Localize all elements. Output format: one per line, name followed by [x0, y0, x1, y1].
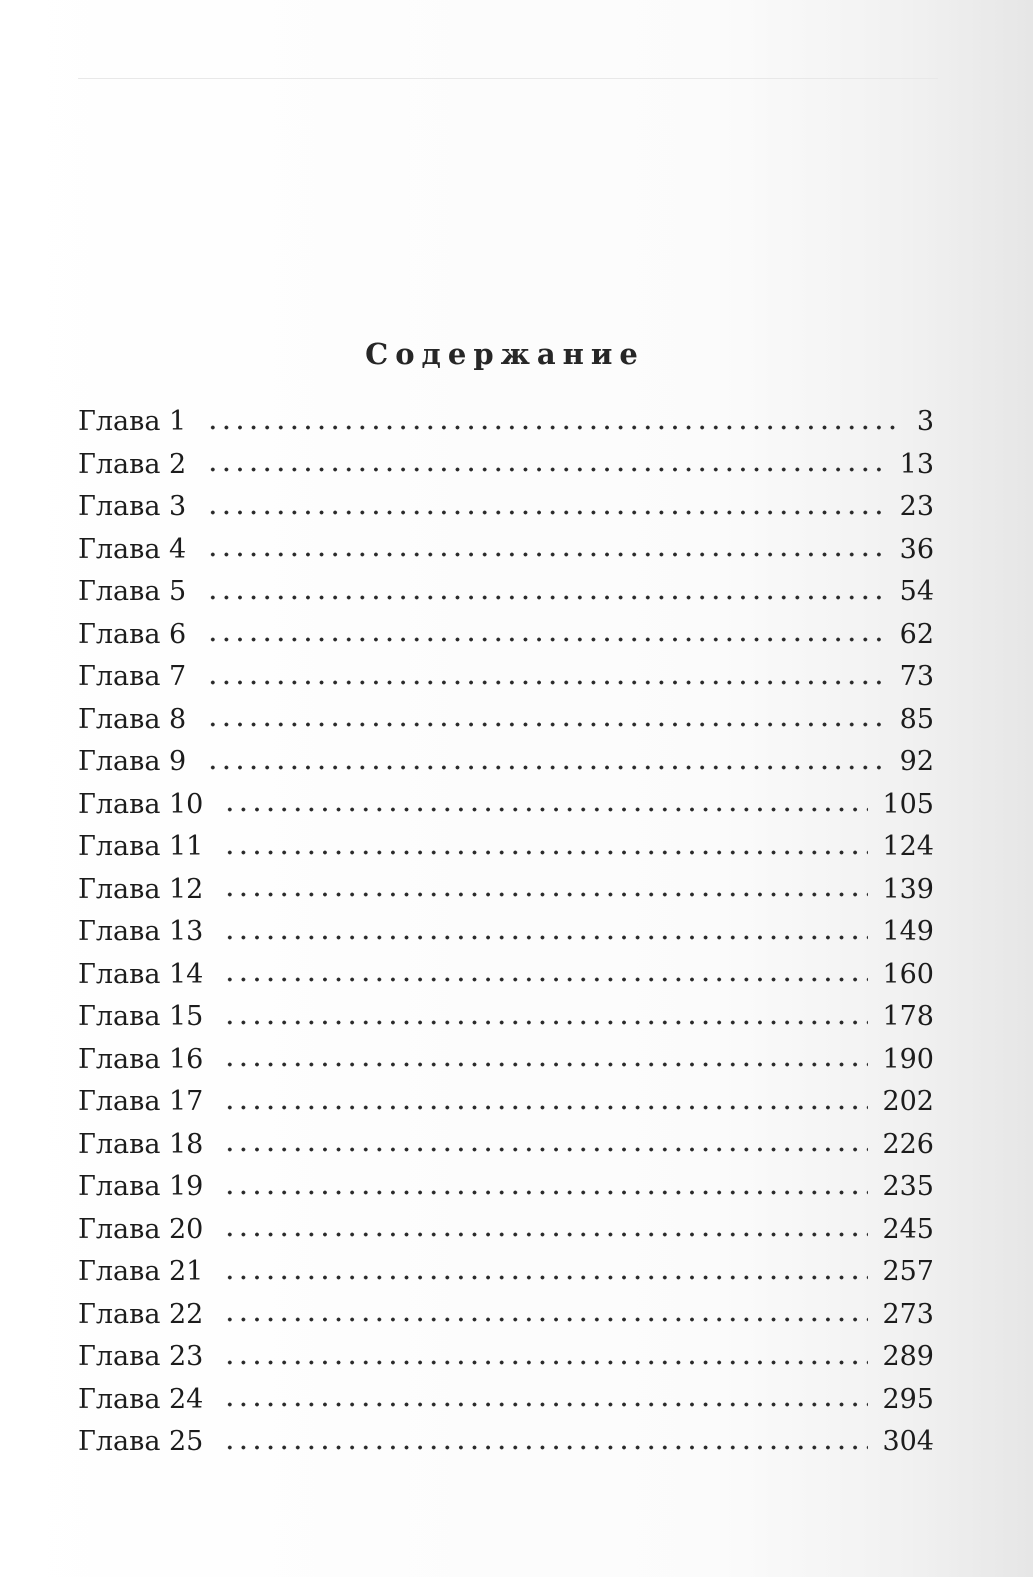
- dot-leader: [223, 1190, 868, 1195]
- dot-leader: [223, 1445, 868, 1450]
- toc-entry-label: Глава 9: [78, 746, 187, 777]
- toc-entry-label: Глава 5: [78, 576, 187, 607]
- dot-leader: [206, 637, 885, 642]
- toc-entry: [78, 826, 934, 869]
- toc-entry-label: Глава 8: [78, 703, 187, 735]
- dot-leader: [223, 1105, 868, 1110]
- toc-entry-page-number: 226: [882, 1128, 934, 1160]
- toc-entry-page-number: 85: [899, 703, 934, 735]
- toc-entry-page-number: 178: [882, 1001, 934, 1032]
- toc-entry-page-number: 190: [882, 1043, 934, 1075]
- toc-entry-label: Глава 13: [78, 916, 204, 947]
- show-through-line: [78, 115, 938, 157]
- toc-entry: [78, 571, 934, 614]
- dot-leader: [223, 1317, 868, 1322]
- toc-entry-label: Глава 20: [78, 1213, 204, 1245]
- show-through-line: [78, 199, 938, 241]
- toc-entry: [78, 444, 934, 487]
- toc-entry: [78, 1294, 934, 1337]
- dot-leader: [223, 1147, 868, 1152]
- dot-leader: [223, 1360, 868, 1365]
- dot-leader: [206, 765, 885, 770]
- toc-entry-page-number: 36: [899, 533, 934, 565]
- toc-entry-label: Глава 3: [78, 491, 187, 522]
- toc-entry: [78, 1166, 934, 1209]
- toc-entry-label: Глава 14: [78, 958, 204, 990]
- toc-entry-page-number: 289: [882, 1341, 934, 1372]
- toc-entry: [78, 996, 934, 1039]
- reverse-side-show-through: [78, 28, 938, 241]
- dot-leader: [223, 807, 868, 812]
- toc-entry-label: Глава 12: [78, 873, 204, 905]
- toc-entry-label: Глава 17: [78, 1086, 204, 1117]
- toc-entry-page-number: 105: [882, 788, 934, 820]
- dot-leader: [206, 680, 885, 685]
- toc-entry-label: Глава 16: [78, 1043, 204, 1075]
- show-through-line: [78, 157, 938, 199]
- dot-leader: [206, 467, 885, 472]
- toc-entry: [78, 656, 934, 699]
- dot-leader: [223, 1062, 868, 1067]
- dot-leader: [206, 552, 885, 557]
- dot-leader: [223, 977, 868, 982]
- dot-leader: [206, 510, 885, 515]
- toc-entry-label: Глава 10: [78, 788, 204, 820]
- toc-entry-label: Глава 25: [78, 1426, 204, 1457]
- toc-entry: [78, 1421, 934, 1464]
- toc-entry-page-number: 124: [882, 831, 934, 862]
- toc-entry-label: Глава 21: [78, 1256, 204, 1287]
- toc-entry: [78, 699, 934, 742]
- toc-entry-label: Глава 15: [78, 1001, 204, 1032]
- toc-entry-page-number: 235: [882, 1171, 934, 1202]
- dot-leader: [223, 1232, 868, 1237]
- dot-leader: [223, 850, 868, 855]
- toc-entry-label: Глава 23: [78, 1341, 204, 1372]
- toc-entry-page-number: 245: [882, 1213, 934, 1245]
- toc-entry: [78, 1124, 934, 1167]
- toc-entry-label: Глава 6: [78, 618, 187, 650]
- toc-entry: [78, 1336, 934, 1379]
- toc-entry: [78, 1379, 934, 1422]
- toc-list: [78, 401, 934, 1464]
- toc-entry-label: Глава 19: [78, 1171, 204, 1202]
- toc-entry-page-number: 3: [916, 406, 934, 437]
- dot-leader: [223, 1275, 868, 1280]
- toc-entry-page-number: 295: [882, 1383, 934, 1415]
- toc-entry-label: Глава 11: [78, 831, 204, 862]
- toc-entry: [78, 954, 934, 997]
- toc-entry-page-number: 149: [882, 916, 934, 947]
- toc-entry-page-number: 202: [882, 1086, 934, 1117]
- toc-entry-label: Глава 7: [78, 661, 187, 692]
- toc-entry-page-number: 92: [899, 746, 934, 777]
- toc-entry: [78, 1081, 934, 1124]
- toc-entry-label: Глава 2: [78, 448, 187, 480]
- dot-leader: [206, 425, 903, 430]
- toc-entry-label: Глава 4: [78, 533, 187, 565]
- dot-leader: [223, 935, 868, 940]
- toc-entry-label: Глава 22: [78, 1298, 204, 1330]
- dot-leader: [206, 595, 885, 600]
- toc-entry-page-number: 54: [899, 576, 934, 607]
- dot-leader: [223, 892, 868, 897]
- toc-entry: [78, 741, 934, 784]
- toc-entry-label: Глава 18: [78, 1128, 204, 1160]
- toc-entry: [78, 869, 934, 912]
- toc-entry: [78, 486, 934, 529]
- toc-entry-page-number: 139: [882, 873, 934, 905]
- toc-entry-page-number: 160: [882, 958, 934, 990]
- toc-entry: [78, 1039, 934, 1082]
- toc-title: Содержание: [365, 337, 645, 372]
- toc-entry: [78, 784, 934, 827]
- toc-entry: [78, 401, 934, 444]
- show-through-running-head: [78, 28, 938, 79]
- toc-entry-page-number: 62: [899, 618, 934, 650]
- dot-leader: [223, 1402, 868, 1407]
- toc-entry-page-number: 13: [899, 448, 934, 480]
- toc-entry-page-number: 73: [899, 661, 934, 692]
- toc-entry: [78, 1251, 934, 1294]
- toc-entry-page-number: 257: [882, 1256, 934, 1287]
- toc-entry-label: Глава 24: [78, 1383, 204, 1415]
- toc-entry: [78, 529, 934, 572]
- toc-entry-label: Глава 1: [78, 406, 187, 437]
- dot-leader: [206, 722, 885, 727]
- toc-entry-page-number: 304: [882, 1426, 934, 1457]
- toc-entry-page-number: 23: [899, 491, 934, 522]
- toc-entry: [78, 911, 934, 954]
- toc-entry: [78, 614, 934, 657]
- toc-entry-page-number: 273: [882, 1298, 934, 1330]
- toc-entry: [78, 1209, 934, 1252]
- dot-leader: [223, 1020, 868, 1025]
